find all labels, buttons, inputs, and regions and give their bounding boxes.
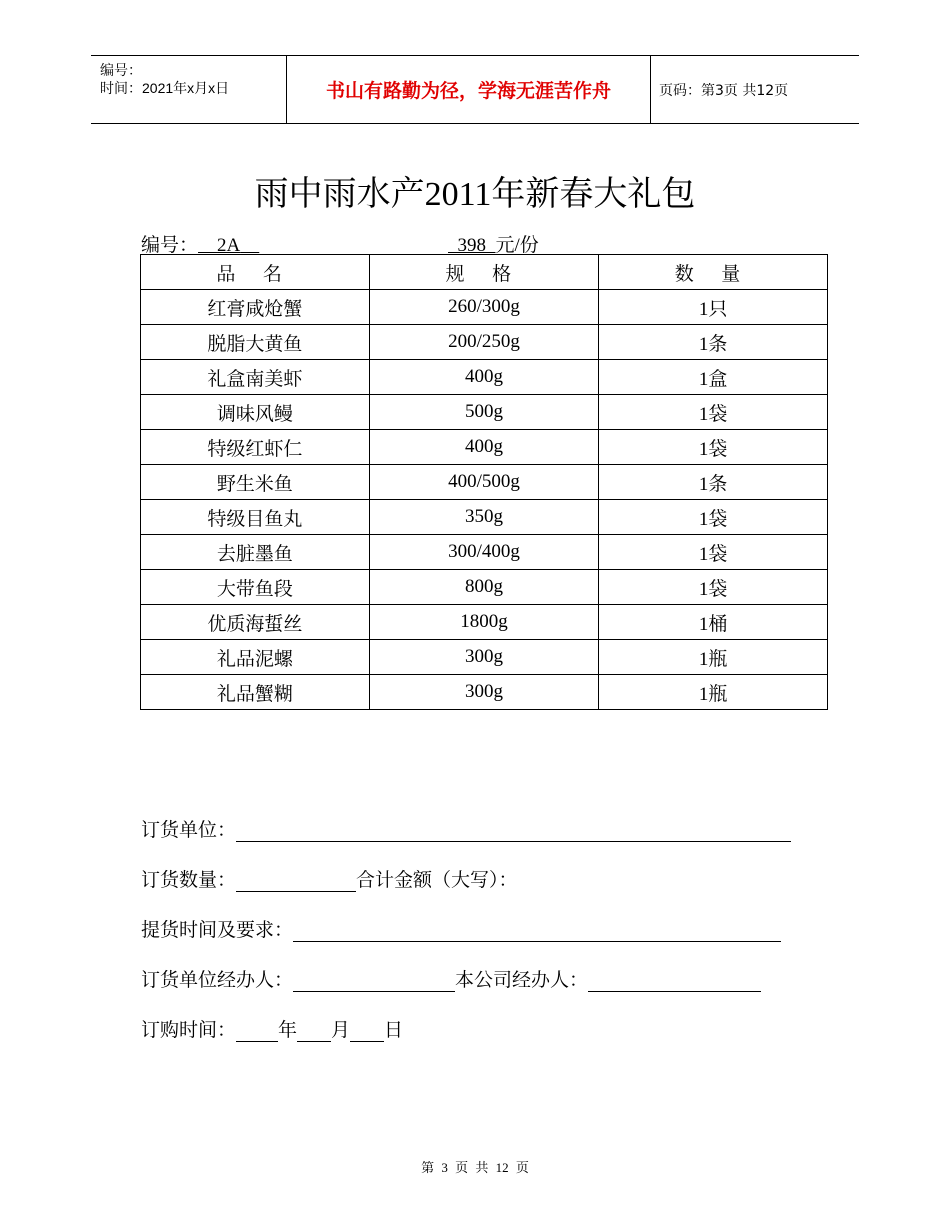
table-row — [141, 395, 828, 430]
cell-spec: 260/300g — [369, 290, 599, 325]
table-row — [141, 465, 828, 500]
cell-product-name: 特级目鱼丸 — [141, 500, 370, 535]
cell-product-name: 脱脂大黄鱼 — [141, 325, 370, 360]
cell-product-name: 礼盒南美虾 — [141, 360, 370, 395]
cell-quantity: 1袋 — [599, 395, 828, 430]
cell-spec: 800g — [369, 570, 599, 605]
company-agent-field[interactable] — [588, 971, 761, 992]
package-number — [141, 230, 259, 257]
cell-product-name: 大带鱼段 — [141, 570, 370, 605]
cell-quantity: 1盒 — [599, 360, 828, 395]
cell-quantity: 1只 — [599, 290, 828, 325]
order-time-label: 订购时间： — [141, 1020, 237, 1041]
table-row — [141, 325, 828, 360]
header-code-label: 编号： — [100, 62, 142, 78]
order-month-field[interactable] — [297, 1021, 331, 1042]
order-unit-field[interactable] — [236, 821, 791, 842]
cell-quantity: 1袋 — [599, 500, 828, 535]
order-quantity-line — [141, 865, 518, 892]
cell-product-name: 红膏咸炝蟹 — [141, 290, 370, 325]
order-time-line — [141, 1015, 403, 1042]
package-number-label: 编号： — [141, 235, 199, 256]
cell-product-name: 特级红虾仁 — [141, 430, 370, 465]
order-year-label: 年 — [278, 1020, 298, 1041]
package-price-unit: 元/份 — [495, 235, 539, 256]
cell-spec: 300g — [369, 640, 599, 675]
cell-spec: 400g — [369, 430, 599, 465]
order-day-label: 日 — [384, 1020, 404, 1041]
pickup-label: 提货时间及要求： — [141, 920, 294, 941]
package-price — [448, 230, 539, 257]
cell-spec: 350g — [369, 500, 599, 535]
order-quantity-field[interactable] — [236, 871, 356, 892]
unit-agent-label: 订货单位经办人： — [141, 970, 294, 991]
column-header-spec: 规 格 — [369, 255, 599, 290]
cell-spec: 300/400g — [369, 535, 599, 570]
cell-product-name: 礼品蟹糊 — [141, 675, 370, 710]
company-agent-label: 本公司经办人： — [455, 970, 589, 991]
cell-quantity: 1瓶 — [599, 640, 828, 675]
cell-product-name: 优质海蜇丝 — [141, 605, 370, 640]
table-row — [141, 675, 828, 710]
header-motto-cell — [286, 56, 651, 123]
page-footer: 第 3 页 共 12 页 — [421, 1160, 529, 1175]
table-row — [141, 535, 828, 570]
order-month-label: 月 — [331, 1020, 351, 1041]
cell-spec: 400/500g — [369, 465, 599, 500]
page-header — [91, 55, 859, 124]
cell-product-name: 调味风鳗 — [141, 395, 370, 430]
pickup-line — [141, 915, 781, 942]
cell-product-name: 去脏墨鱼 — [141, 535, 370, 570]
cell-spec: 200/250g — [369, 325, 599, 360]
table-row — [141, 290, 828, 325]
goods-table — [140, 254, 828, 710]
table-row — [141, 360, 828, 395]
document-title: 雨中雨水产2011年新春大礼包 — [254, 176, 696, 213]
order-day-field[interactable] — [350, 1021, 384, 1042]
column-header-name: 品 名 — [141, 255, 370, 290]
package-price-value: 398 — [457, 235, 486, 256]
table-header-row — [141, 255, 828, 290]
table-row — [141, 640, 828, 675]
cell-quantity: 1袋 — [599, 535, 828, 570]
table-row — [141, 500, 828, 535]
header-time-label: 时间：2021年x月x日 — [100, 80, 230, 96]
cell-spec: 1800g — [369, 605, 599, 640]
cell-quantity: 1条 — [599, 325, 828, 360]
order-unit-line — [141, 815, 791, 842]
cell-spec: 300g — [369, 675, 599, 710]
cell-spec: 500g — [369, 395, 599, 430]
pickup-field[interactable] — [293, 921, 781, 942]
cell-quantity: 1袋 — [599, 430, 828, 465]
cell-quantity: 1袋 — [599, 570, 828, 605]
header-meta-cell — [91, 56, 286, 123]
cell-quantity: 1瓶 — [599, 675, 828, 710]
header-page-code: 页码：第3页 共12页 — [659, 82, 789, 99]
order-year-field[interactable] — [236, 1021, 278, 1042]
table-row — [141, 605, 828, 640]
cell-product-name: 野生米鱼 — [141, 465, 370, 500]
table-row — [141, 430, 828, 465]
unit-agent-field[interactable] — [293, 971, 455, 992]
table-row — [141, 570, 828, 605]
agents-line — [141, 965, 761, 992]
total-amount-label: 合计金额（大写）： — [356, 870, 518, 891]
cell-product-name: 礼品泥螺 — [141, 640, 370, 675]
order-unit-label: 订货单位： — [141, 820, 237, 841]
column-header-quantity: 数 量 — [599, 255, 828, 290]
package-number-value: 2A — [217, 235, 241, 256]
cell-spec: 400g — [369, 360, 599, 395]
cell-quantity: 1条 — [599, 465, 828, 500]
header-page-cell — [650, 56, 859, 123]
header-motto: 书山有路勤为径，学海无涯苦作舟 — [325, 80, 611, 102]
cell-quantity: 1桶 — [599, 605, 828, 640]
order-quantity-label: 订货数量： — [141, 870, 237, 891]
